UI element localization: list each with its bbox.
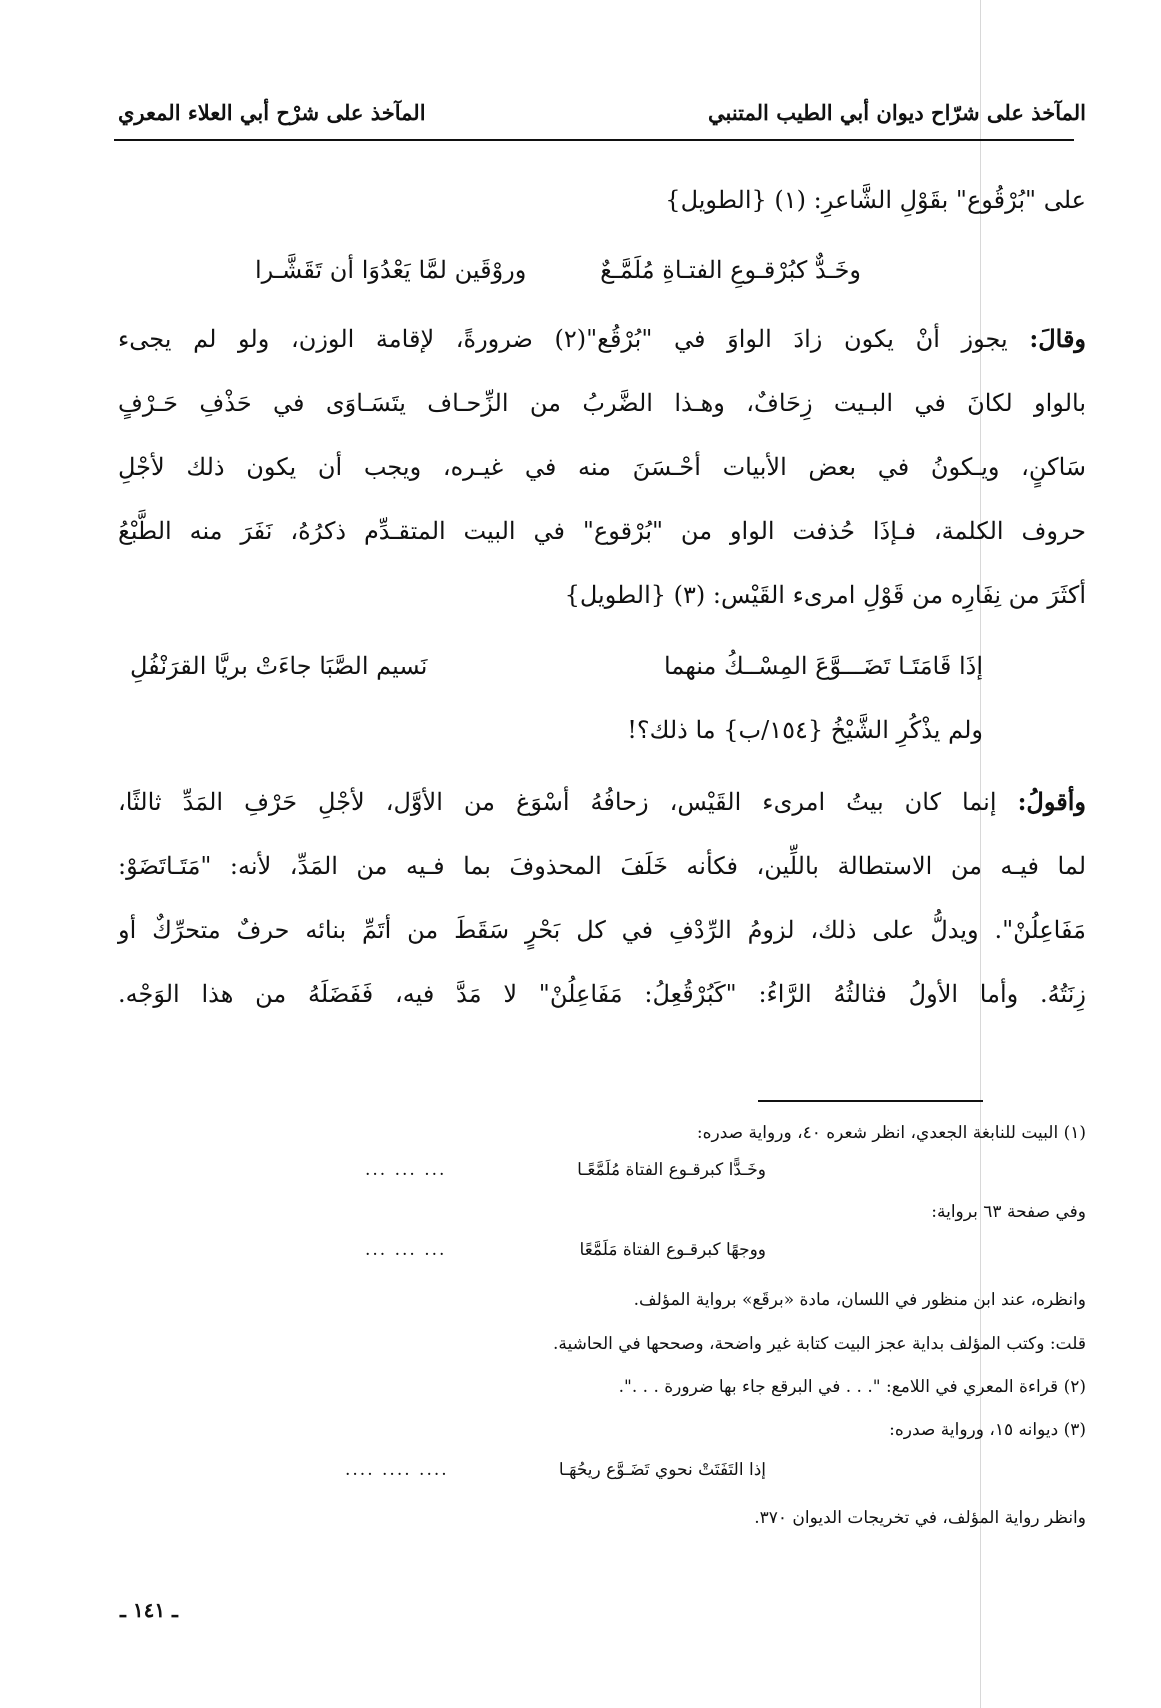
footnote-rule	[758, 1100, 983, 1102]
footnote3-line1: (٣) ديوانه ١٥، ورواية صدره:	[889, 1420, 1086, 1440]
para2-line3: مَفَاعِلُنْ". ويدلُّ على ذلك، لزومُ الرِّدْفِ في كل بَحْرٍ سَقَطَ من أتَمِّ بنائه حرفٌ متحرِّكٌ أو	[118, 916, 1086, 944]
para2-line1	[118, 787, 1086, 816]
footnote1-line4: قلت: وكتب المؤلف بداية عجز البيت كتابة غير واضحة، وصححها في الحاشية.	[552, 1334, 1086, 1354]
para1-line1	[118, 324, 1086, 353]
footnote3-verse: إذا التَفَتَتْ نحوي تَضَـوَّع ريحُهَـا	[558, 1460, 766, 1480]
footnote3-line2: وانظر رواية المؤلف، في تخريجات الديوان ٣٧٠.	[754, 1508, 1086, 1528]
para2-line4: زِنَتُهُ. وأما الأولُ فثالثُهُ الرَّاءُ: "كَبُرْقُعِلُ: مَفَاعِلُنْ" لا مَدَّ فيه، فَفَضَلَهُ من هذا الوَجْه.	[118, 980, 1087, 1008]
para2-line1-text: إنما كان بيتُ امرىء القَيْس، زحافُهُ أسْوَغ من الأوَّل، لأجْلِ حَرْفِ المَدِّ ثالثًا،	[118, 788, 997, 816]
header-rule	[114, 139, 1074, 141]
running-header-book-title: المآخذ على شرّاح ديوان أبي الطيب المتنبي	[708, 100, 1086, 125]
footnote1-line3: وانظره، عند ابن منظور في اللسان، مادة «برقَع» برواية المؤلف.	[633, 1290, 1086, 1310]
para1-line2: بالواو لكانَ في البـيت زِحَافٌ، وهـذا الضَّربُ من الزِّحـاف يتَسَـاوَى في حَذْفِ حَـرْفٍ	[118, 389, 1086, 417]
footnote1-ellipsis2: ... ... ...	[365, 1240, 447, 1260]
para2-line2: لما فيـه من الاستطالة باللِّين، فكأنه خَلَفَ المحذوفَ بما فـيه من المَدِّ، لأنه: "مَتَـاتَضَوْ:	[118, 852, 1087, 880]
footnote1-line1: (١) البيت للنابغة الجعدي، انظر شعره ٤٠، ورواية صدره:	[696, 1123, 1086, 1143]
para1-line4: حروف الكلمة، فـإذَا حُذفت الواو من "بُرْقوع" في البيت المتقـدِّم ذكرُهُ، نَفَرَ منه الطَّبْعُ	[118, 517, 1086, 545]
verse2-first-hemistich: إذَا قَامَتَـا تَضَـــوَّعَ المِسْــكُ منهما	[664, 652, 983, 680]
para1-line3: سَاكنٍ، ويـكونُ في بعض الأبيات أحْـسَنَ منه في غيـره، ويجب أن يكون ذلك لأجْلِ	[118, 453, 1087, 481]
footnote3-ellipsis: .... .... ....	[345, 1460, 449, 1480]
footnote1-verse: وخَـدًّا كبرقـوع الفتاة مُلَمَّعًـا	[577, 1160, 766, 1180]
running-header-section-title: المآخذ على شرْح أبي العلاء المعري	[118, 100, 426, 125]
para1-line5: أكثَرَ من نِفَارِه من قَوْلِ امرىء القَيْس: (٣) {الطويل}	[564, 581, 1086, 609]
verse1-first-hemistich: وخَـدٌّ كبُرْقـوعِ الفتـاةِ مُلَمَّـعٌ	[600, 256, 861, 284]
para1-label: وقالَ:	[1029, 324, 1086, 353]
question-line: ولم يذْكُرِ الشَّيْخُ {١٥٤/ب} ما ذلك؟!	[627, 716, 983, 744]
para1-line1-text: يجوز أنْ يكون زادَ الواوَ في "بُرْقُع"(٢) ضرورةً، لإقامة الوزن، ولو لم يجىء	[118, 325, 1008, 353]
para2-label: وأقولُ:	[1017, 787, 1086, 816]
footnote2: (٢) قراءة المعري في اللامع: ". . . في البرقع جاء بها ضرورة . . .".	[618, 1377, 1086, 1397]
verse1-second-hemistich: وروْقَين لمَّا يَعْدُوَا أن تَقَشَّـرا	[255, 256, 527, 284]
intro-line: على "بُرْقُوع" بقَوْلِ الشَّاعرِ: (١) {الطويل}	[665, 186, 1086, 214]
footnote1-verse2: ووجهًا كبرقـوع الفتاة مَلَمَّعًا	[579, 1240, 766, 1260]
footnote1-ellipsis: ... ... ...	[365, 1160, 447, 1180]
footnote1-line2: وفي صفحة ٦٣ برواية:	[931, 1202, 1086, 1222]
verse2-second-hemistich: نَسيم الصَّبَا جاءَتْ بريَّا القرَنْفُلِ	[130, 652, 428, 680]
page-number: ـ ١٤١ ـ	[120, 1598, 178, 1622]
